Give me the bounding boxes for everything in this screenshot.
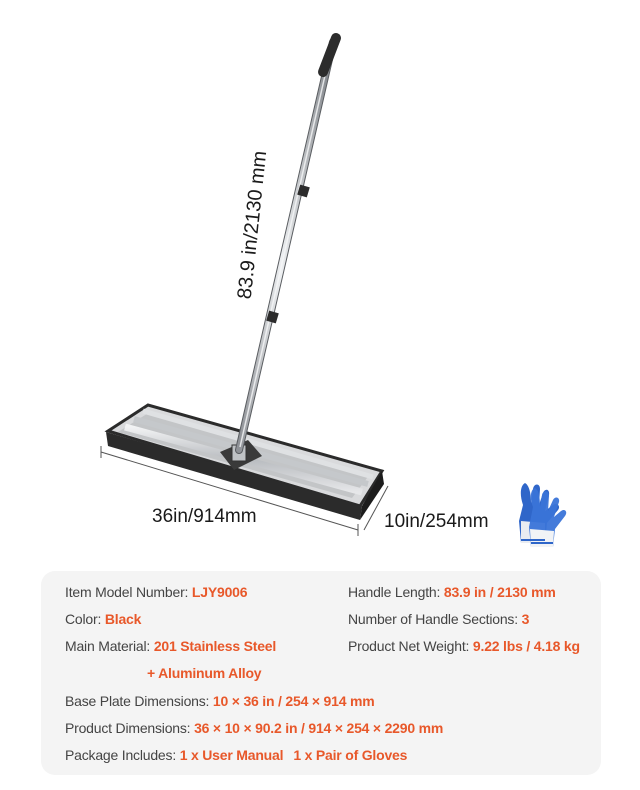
spec-value: 9.22 lbs / 4.18 kg: [472, 638, 580, 654]
spec-label: Product Net Weight:: [348, 638, 473, 654]
spec-value: 10 × 36 in / 254 × 914 mm: [212, 693, 375, 709]
spec-value: LJY9006: [191, 584, 248, 600]
spec-package: [65, 747, 407, 763]
spec-label: Product Dimensions:: [65, 720, 195, 736]
spec-value: 201 Stainless Steel: [153, 638, 277, 654]
spec-label: Package Includes:: [65, 747, 180, 763]
spec-label: Base Plate Dimensions:: [65, 693, 213, 709]
spec-material-continued: [147, 665, 261, 681]
spec-label: Color:: [65, 611, 105, 627]
spec-value: 3: [521, 611, 530, 627]
spec-product-dimensions: [65, 720, 443, 736]
spec-value: + Aluminum Alloy: [147, 665, 262, 681]
spec-value: 83.9 in / 2130 mm: [443, 584, 556, 600]
spec-label: Item Model Number:: [65, 584, 192, 600]
spec-color: [65, 611, 141, 627]
depth-label: 10in/254mm: [384, 511, 489, 532]
spec-base-plate: [65, 693, 374, 709]
spec-label: Main Material:: [65, 638, 154, 654]
specifications-panel: [41, 571, 601, 775]
spec-net-weight: [348, 638, 580, 654]
handle-length-label: 83.9 in/2130 mm: [233, 149, 272, 301]
spec-value: Black: [104, 611, 142, 627]
spec-handle-length: [348, 584, 556, 600]
spec-value: 1 x Pair of Gloves: [293, 747, 408, 763]
width-label: 36in/914mm: [152, 506, 257, 527]
spec-value: 1 x User Manual: [179, 747, 284, 763]
spec-handle-sections: [348, 611, 529, 627]
spec-material: [65, 638, 276, 654]
spec-label: Number of Handle Sections:: [348, 611, 522, 627]
spec-value: 36 × 10 × 90.2 in / 914 × 254 × 2290 mm: [194, 720, 444, 736]
spec-label: Handle Length:: [348, 584, 444, 600]
gloves-icon: [519, 483, 566, 547]
spec-model: [65, 584, 247, 600]
